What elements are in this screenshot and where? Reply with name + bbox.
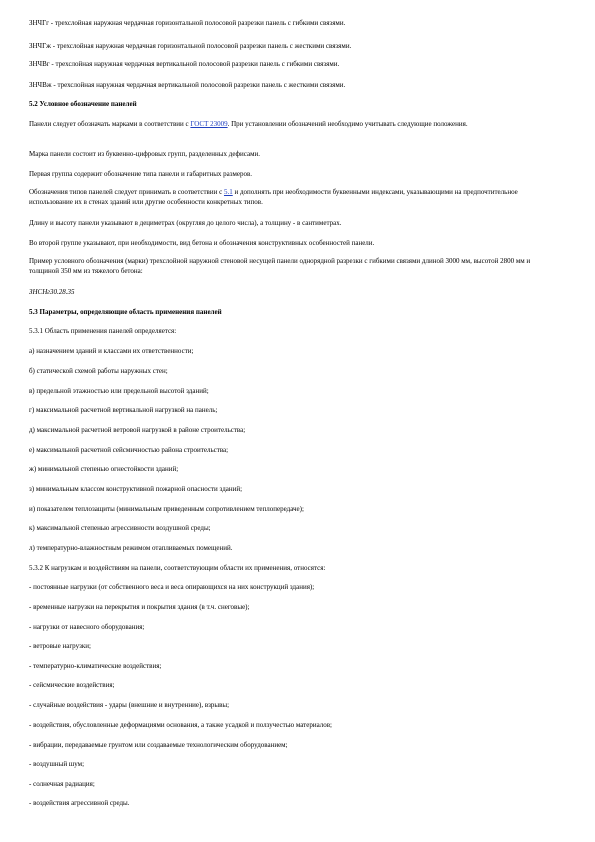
paragraph-znchvg: ЗНЧВг - трехслойная наружная чердачная вертикальной полосовой разрезки панель с гибкими связями. xyxy=(29,60,340,68)
paragraph-znchgzh: ЗНЧГж - трехслойная наружная чердачная горизонтальной полосовой разрезки панель с жесткими связями. xyxy=(29,42,352,50)
load-item-temporary: - временные нагрузки на перекрытия и покрытия здания (в т.ч. снеговые); xyxy=(29,603,250,611)
list-item-z: з) минимальным классом конструктивной пожарной опасности зданий; xyxy=(29,485,243,493)
list-item-v: в) предельной этажностью или предельной высотой зданий; xyxy=(29,387,209,395)
load-item-aggressive: - воздействия агрессивной среды. xyxy=(29,799,130,807)
load-item-equipment: - нагрузки от навесного оборудования; xyxy=(29,623,145,631)
example-mark: ЗНСНг30.28.35 xyxy=(29,288,75,296)
paragraph-type-designation xyxy=(29,187,559,207)
paragraph-marking-text-a: Панели следует обозначать марками в соответствии с xyxy=(29,120,191,128)
list-item-d: д) максимальной расчетной ветровой нагрузкой в районе строительства; xyxy=(29,426,246,434)
load-item-wind: - ветровые нагрузки; xyxy=(29,642,91,650)
section-heading-5-2: 5.2 Условное обозначение панелей xyxy=(29,100,137,108)
load-item-solar: - солнечная радиация; xyxy=(29,780,95,788)
section-5-1-link[interactable]: 5.1 xyxy=(223,188,233,196)
paragraph-marking-text-b: . При установлении обозначений необходимо учитывать следующие положения. xyxy=(227,120,468,128)
load-item-climate: - температурно-климатические воздействия; xyxy=(29,662,162,670)
load-item-noise: - воздушный шум; xyxy=(29,760,85,768)
paragraph-type-text-b: и дополнять при необходимости буквенными индексами, указывающими на предпочтительное использование их в стенах зданий или другие особенности конкретных типов. xyxy=(29,188,518,206)
list-item-i: и) показателем теплозащиты (минимальным приведенным сопротивлением теплопередаче); xyxy=(29,505,304,513)
list-item-zh: ж) минимальной степенью огнестойкости зданий; xyxy=(29,465,179,473)
section-heading-5-3: 5.3 Параметры, определяющие область применения панелей xyxy=(29,308,222,316)
paragraph-marking xyxy=(29,119,559,129)
paragraph-5-3-2: 5.3.2 К нагрузкам и воздействиям на панели, соответствующим области их применения, относятся: xyxy=(29,564,326,572)
gost-23009-link[interactable]: ГОСТ 23009 xyxy=(190,120,228,128)
load-item-deformation: - воздействия, обусловленные деформациями основания, а также усадкой и ползучестью материалов; xyxy=(29,721,333,729)
load-item-permanent: - постоянные нагрузки (от собственного веса и веса опирающихся на них конструкций здания); xyxy=(29,583,315,591)
list-item-b: б) статической схемой работы наружных стен; xyxy=(29,367,168,375)
list-item-l: л) температурно-влажностным режимом отапливаемых помещений. xyxy=(29,544,233,552)
paragraph-5-3-1: 5.3.1 Область применения панелей определяется: xyxy=(29,327,177,335)
load-item-seismic: - сейсмические воздействия; xyxy=(29,681,115,689)
paragraph-mark-groups: Марка панели состоит из буквенно-цифровых групп, разделенных дефисами. xyxy=(29,150,261,158)
paragraph-first-group: Первая группа содержит обозначение типа панели и габаритных размеров. xyxy=(29,170,253,178)
paragraph-type-text-a: Обозначения типов панелей следует принимать в соответствии с xyxy=(29,188,224,196)
paragraph-second-group: Во второй группе указывают, при необходимости, вид бетона и обозначения конструктивных особенностей панели. xyxy=(29,239,375,247)
load-item-vibration: - вибрации, передаваемые грунтом или создаваемые технологическим оборудованием; xyxy=(29,741,288,749)
list-item-g: г) максимальной расчетной вертикальной нагрузкой на панель; xyxy=(29,406,218,414)
list-item-k: к) максимальной степенью агрессивности воздушной среды; xyxy=(29,524,211,532)
list-item-a: а) назначением зданий и классами их ответственности; xyxy=(29,347,194,355)
paragraph-dimensions: Длину и высоту панели указывают в дециметрах (округляя до целого числа), а толщину - в сантиметрах. xyxy=(29,219,342,227)
list-item-e: е) максимальной расчетной сейсмичностью района строительства; xyxy=(29,446,229,454)
paragraph-znchvzh: ЗНЧВж - трехслойная наружная чердачная вертикальной полосовой разрезки панель с жесткими связями. xyxy=(29,81,346,89)
paragraph-znchgg: ЗНЧГг - трехслойная наружная чердачная горизонтальной полосовой разрезки панель с гибкими связями. xyxy=(29,19,346,27)
paragraph-example: Пример условного обозначения (марки) трехслойной наружной стеновой несущей панели однорядной разрезки с гибкими связями длиной 3000 мм, высотой 2800 мм и толщиной 350 мм из тяжелого бетона: xyxy=(29,257,531,275)
load-item-accidental: - случайные воздействия - удары (внешние и внутренние), взрывы; xyxy=(29,701,230,709)
